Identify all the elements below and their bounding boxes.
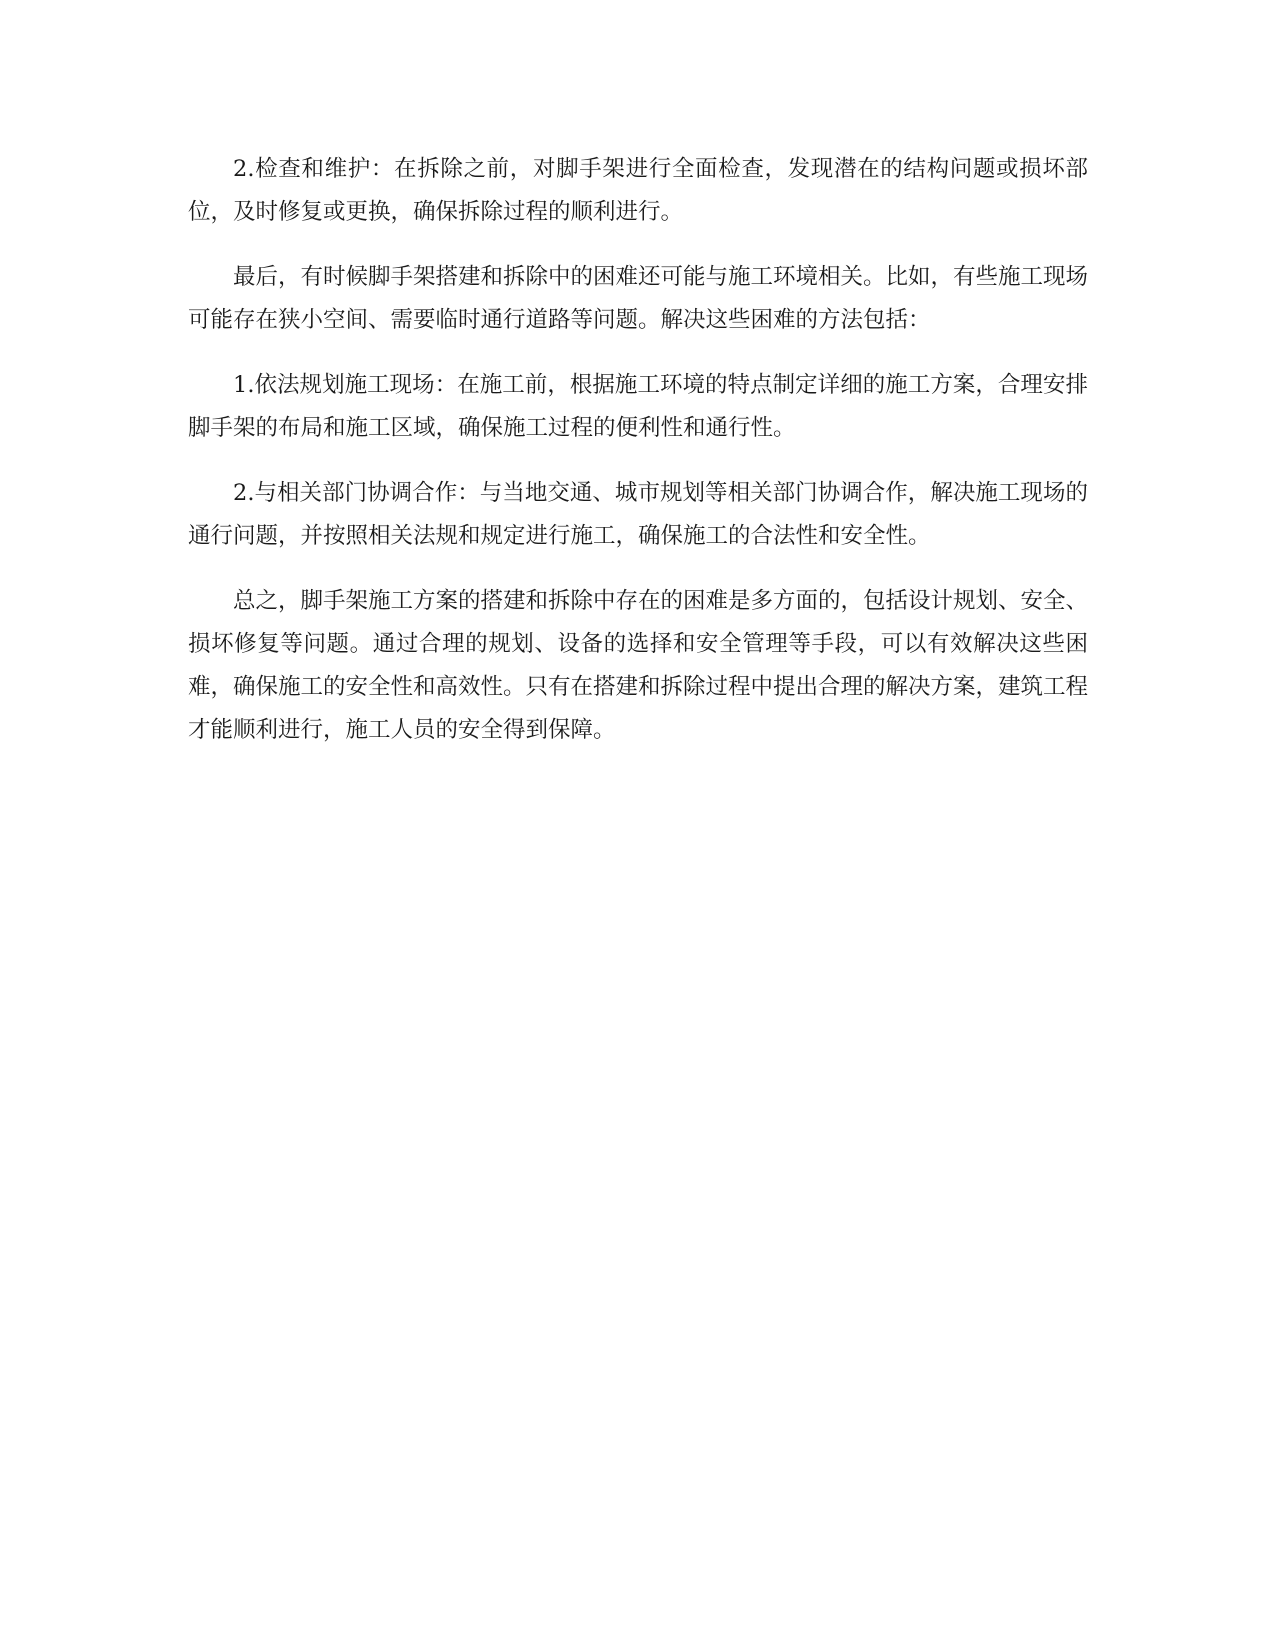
paragraph-inspection-maintenance: 2.检查和维护：在拆除之前，对脚手架进行全面检查，发现潜在的结构问题或损坏部位，及时修复或更换，确保拆除过程的顺利进行。	[188, 156, 1088, 225]
paragraph-department-coordination: 2.与相关部门协调合作：与当地交通、城市规划等相关部门协调合作，解决施工现场的通行问题，并按照相关法规和规定进行施工，确保施工的合法性和安全性。	[188, 480, 1088, 549]
document-body	[188, 148, 1088, 774]
paragraph-conclusion: 总之，脚手架施工方案的搭建和拆除中存在的困难是多方面的，包括设计规划、安全、损坏修复等问题。通过合理的规划、设备的选择和安全管理等手段，可以有效解决这些困难，确保施工的安全性和高效性。只有在搭建和拆除过程中提出合理的解决方案，建筑工程才能顺利进行，施工人员的安全得到保障。	[188, 588, 1089, 743]
paragraph-site-planning: 1.依法规划施工现场：在施工前，根据施工环境的特点制定详细的施工方案，合理安排脚手架的布局和施工区域，确保施工过程的便利性和通行性。	[188, 372, 1088, 441]
paragraph-environment-difficulties: 最后，有时候脚手架搭建和拆除中的困难还可能与施工环境相关。比如，有些施工现场可能存在狭小空间、需要临时通行道路等问题。解决这些困难的方法包括：	[188, 264, 1089, 333]
